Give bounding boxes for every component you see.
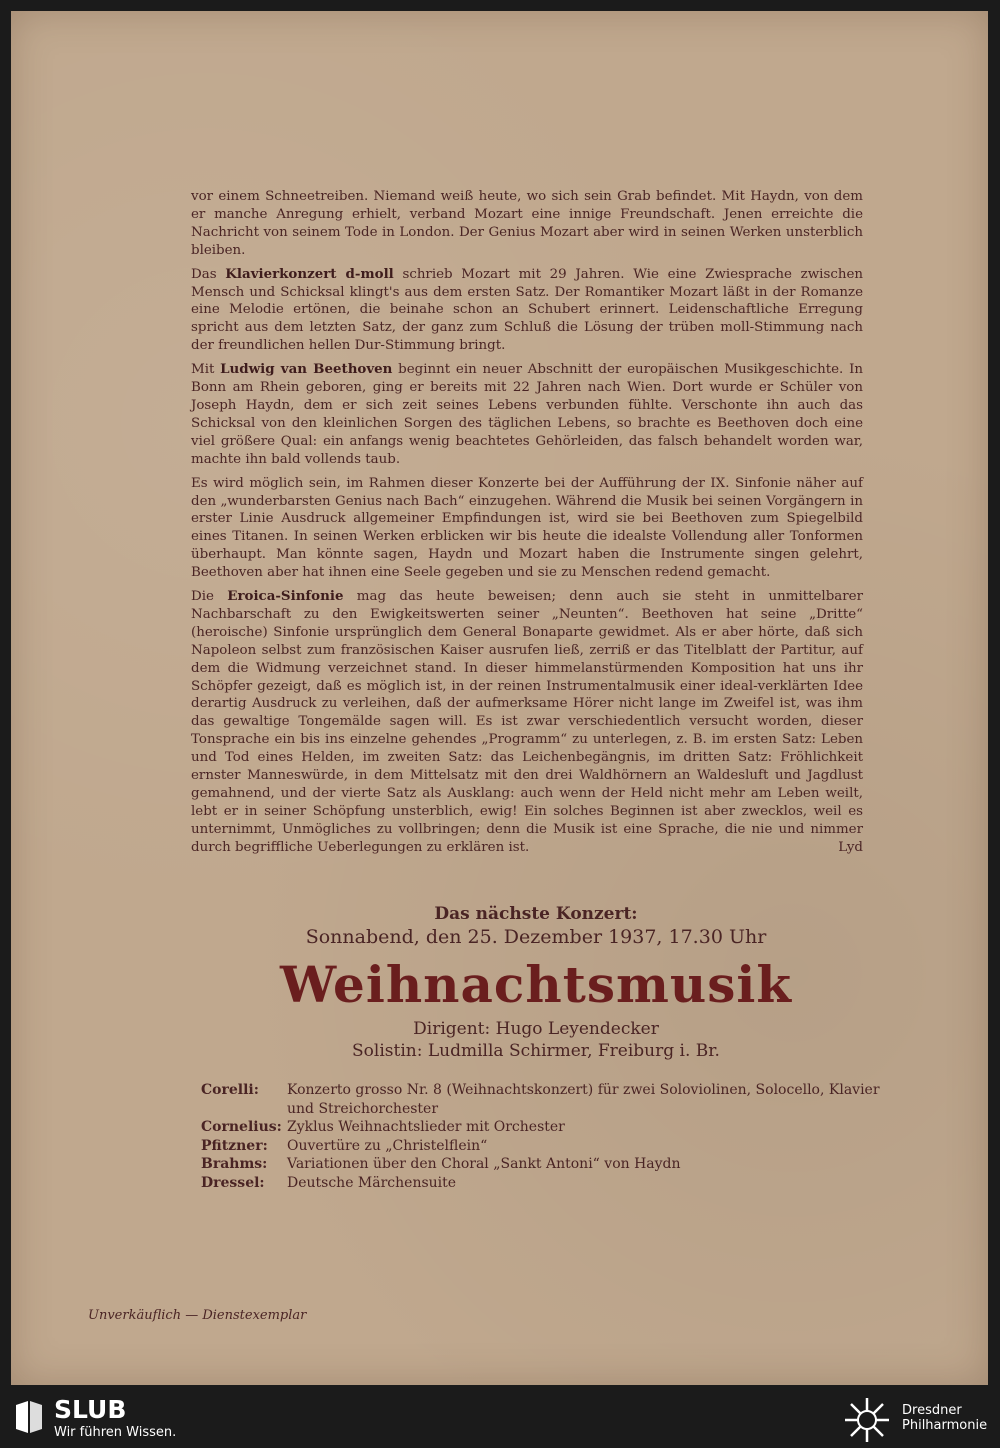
work-title: Variationen über den Choral „Sankt Antoni“ von Haydn — [287, 1156, 681, 1172]
text-run: Es wird möglich sein, im Rahmen dieser Konzerte bei der Aufführung der IX. Sinfonie näher auf den „wunderbarsten Genius nach Bach“ einzugehen. Während die Musik bei seinen Vorgängern in erster Linie Ausdruck allgemeiner Empfindungen ist, wird sie bei Beethoven zum Spiegelbild eines Titanen. In seinen Werken erblicken wir bis heute die idealste Vollendung aller Tonformen überhaupt. Man könnte sagen, Haydn und Mozart haben die Instrumente singen gelehrt, Beethoven aber hat ihnen eine Seele gegeben und sie zu Menschen redend gemacht. — [191, 475, 863, 581]
text-run: beginnt ein neuer Abschnitt der europäischen Musikgeschichte. In Bonn am Rhein geboren, ging er bereits mit 22 Jahren nach Wien. Dort wurde er Schüler von Joseph Haydn, dem er sich zeit seines Lebens verbunden fühlte. Verschonte ihn auch das Schicksal von den kleinlichen Sorgen des täglichen Lebens, so brachte es Beethoven doch eine viel größere Qual: ein anfangs wenig beachtetes Gehörleiden, das falsch behandelt worden war, machte ihn bald vollends taub. — [191, 362, 863, 467]
document-page — [11, 11, 988, 1385]
next-concert-title: Weihnachtsmusik — [279, 955, 793, 1014]
program-item — [201, 1081, 881, 1118]
soloist-line: Solistin: Ludmilla Schirmer, Freiburg i. Br. — [352, 1041, 720, 1061]
text-paragraph — [191, 188, 863, 260]
text-run: vor einem Schneetreiben. Niemand weiß heute, wo sich sein Grab befindet. Mit Haydn, von dem er manche Anregung erhielt, verband Mozart eine innige Freundschaft. Jenen erreichte die Nachricht von seinem Tode in London. Der Genius Mozart aber wird in seinen Werken unsterblich bleiben. — [191, 189, 863, 258]
emphasized-term: Eroica-Sinfonie — [227, 588, 344, 605]
text-paragraph — [191, 588, 863, 857]
slub-tagline: Wir führen Wissen. — [54, 1425, 177, 1440]
philharmonie-sunburst-icon — [842, 1396, 892, 1448]
composer-name: Cornelius: — [201, 1119, 282, 1135]
next-concert-date: Sonnabend, den 25. Dezember 1937, 17.30 Uhr — [305, 926, 767, 948]
footer-bar — [0, 1393, 1000, 1446]
text-paragraph — [191, 266, 863, 356]
text-paragraph — [191, 475, 863, 582]
program-item — [201, 1118, 881, 1137]
text-run: Mit — [191, 362, 221, 378]
slub-book-icon — [12, 1399, 46, 1439]
work-title: Ouvertüre zu „Christelflein“ — [287, 1137, 488, 1154]
partner-line-2: Philharmonie — [902, 1418, 988, 1433]
text-run: Das — [191, 266, 226, 282]
text-paragraph — [191, 361, 863, 468]
partner-line-1: Dresdner — [902, 1403, 962, 1418]
next-concert-heading: Das nächste Konzert: — [434, 904, 638, 924]
work-title: Konzerto grosso Nr. 8 (Weihnachtskonzert) für zwei Soloviolinen, Solocello, Klavier und Streichorchester — [287, 1082, 880, 1117]
conductor-line: Dirigent: Hugo Leyendecker — [413, 1019, 659, 1039]
text-run: Die — [191, 589, 228, 605]
work-title: Zyklus Weihnachtslieder mit Orchester — [287, 1119, 565, 1135]
work-title: Deutsche Märchensuite — [287, 1174, 457, 1191]
program-item — [201, 1155, 881, 1174]
composer-name: Pfitzner: — [201, 1137, 268, 1154]
program-list — [201, 1081, 881, 1192]
composer-name: Brahms: — [201, 1156, 268, 1172]
program-item — [201, 1174, 881, 1193]
composer-name: Dressel: — [201, 1174, 265, 1191]
emphasized-term: Klavierkonzert d-moll — [225, 265, 394, 282]
emphasized-term: Ludwig van Beethoven — [220, 361, 393, 378]
slub-name: SLUB — [54, 1395, 127, 1424]
partner-name — [902, 1403, 987, 1433]
text-run: schrieb Mozart mit 29 Jahren. Wie eine Zwiesprache zwischen Mensch und Schicksal klingt's aus dem ersten Satz. Der Romantiker Mozart läßt in der Romanze eine Melodie ertönen, die beinahe schon an Schubert erinnert. Leidenschaftliche Erregung spricht aus dem letzten Satz, der ganz zum Schluß die Lösung der trüben moll-Stimmung nach der freundlichen hellen Dur-Stimmung bringt. — [191, 266, 864, 354]
text-run: mag das heute beweisen; denn auch sie steht in unmittelbarer Nachbarschaft zu den Ewigkeitswerten seiner „Neunten“. Beethoven hat seine „Dritte“ (heroische) Sinfonie ursprünglich dem General Bonaparte gewidmet. Als er aber hörte, daß sich Napoleon selbst zum französischen Kaiser ausrufen ließ, zerriß er das Titelblatt der Partitur, auf dem die Widmung verzeichnet stand. In dieser himmelanstürmenden Komposition hat uns ihr Schöpfer gezeigt, daß es möglich ist, in der reinen Instrumentalmusik einer ideal-verklärten Idee derartig Ausdruck zu verleihen, daß der aufmerksame Hörer nicht lange im Zweifel ist, was ihm das gewaltige Tongemälde sagen will. Es ist zwar verschiedentlich versucht worden, dieser Tonsprache ein bis ins einzelne gehendes „Programm“ zu unterlegen, z. B. im ersten Satz: Leben und Tod eines Helden, im zweiten Satz: das Leichenbegängnis, im dritten Satz: Fröhlichkeit ernster Manneswürde, in dem Mittelsatz mit den drei Waldhörnern an Waldesluft und Jagdlust gemahnend, und der vierte Satz als Ausklang: auch wenn der Held nicht mehr am Leben weilt, lebt er in seiner Schöpfung unsterblich, ewig! Ein solches Beginnen ist aber zwecklos, weil es unternimmt, Unmögliches zu vollbringen; denn die Musik ist eine Sprache, die nie und nimmer durch begriffliche Ueberlegungen zu erklären ist. — [191, 589, 863, 855]
program-notes — [191, 188, 863, 863]
composer-name: Corelli: — [201, 1082, 259, 1098]
author-signature: Lyd — [838, 839, 863, 855]
footnote: Unverkäuflich — Dienstexemplar — [88, 1308, 307, 1323]
program-item — [201, 1137, 881, 1156]
